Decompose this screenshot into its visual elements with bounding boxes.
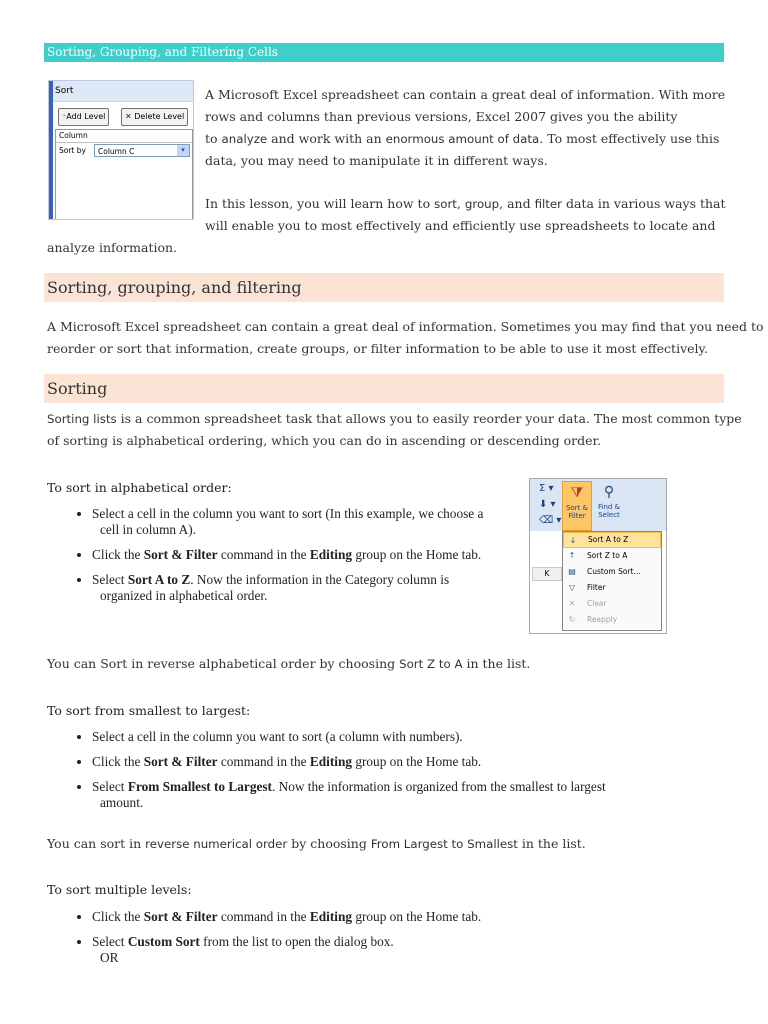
text: in the list. — [517, 836, 586, 851]
delete-icon: ✕ — [125, 112, 132, 121]
custom-sort-icon: ▤ — [568, 567, 576, 576]
numeric-reverse-note — [47, 833, 586, 855]
text: group on the Home tab. — [352, 909, 482, 924]
text: organized in alphabetical order. — [100, 588, 268, 603]
text: In this lesson, you will learn how to — [205, 196, 435, 211]
dialog-accent-bar — [49, 81, 53, 219]
intro-line-6: will enable you to most effectively and efficiently use spreadsheets to locate and — [205, 218, 716, 233]
sort-filter-icon: ⧩ — [570, 485, 584, 501]
or-text: OR — [100, 950, 119, 965]
sort-filter-label-2: Filter — [568, 512, 586, 520]
list-item — [92, 754, 692, 770]
text: Click the — [92, 909, 144, 924]
column-header-k: K — [532, 567, 562, 581]
filter-term: filter — [534, 197, 563, 211]
alpha-heading: To sort in alphabetical order: — [47, 480, 232, 495]
filter-icon: ▽ — [568, 583, 576, 592]
text: cell in column A). — [100, 522, 197, 537]
text: . Now the information is organized from the smallest to largest — [271, 779, 606, 794]
text: command in the — [217, 754, 310, 769]
section1-line-1: A Microsoft Excel spreadsheet can contain a great deal of information. Sometimes you may find that you need to — [47, 319, 764, 334]
section-heading-sorting: Sorting — [44, 374, 724, 403]
delete-level-button — [121, 108, 188, 126]
add-level-label: Add Level — [66, 112, 106, 121]
sorting-lists-term: Sorting lists — [47, 412, 117, 426]
sort-z-to-a-term: Sort Z to A — [399, 657, 463, 671]
numeric-heading: To sort from smallest to largest: — [47, 703, 251, 718]
column-header: Column — [56, 130, 192, 143]
clear-filter-icon: ✕ — [568, 599, 576, 608]
text: Click the — [92, 547, 144, 562]
text: data in various ways that — [562, 196, 726, 211]
sort-filter-term: Sort & Filter — [143, 909, 218, 924]
text: to — [205, 131, 222, 146]
sort-dialog-image — [48, 80, 194, 220]
text: from the list to open the dialog box. — [199, 934, 394, 949]
add-level-icon: ⁺ — [62, 112, 67, 121]
numeric-steps-list — [92, 729, 692, 820]
menu-label: Sort Z to A — [587, 551, 628, 560]
chevron-down-icon: ▾ — [177, 145, 189, 156]
menu-label: Filter — [587, 583, 606, 592]
text: Select a cell in the column you want to sort (a column with numbers). — [92, 729, 463, 744]
list-item — [92, 547, 522, 563]
smallest-to-largest-term: From Smallest to Largest — [127, 779, 272, 794]
sort-filter-term: Sort & Filter — [143, 547, 218, 562]
section-heading-sorting-grouping-filtering: Sorting, grouping, and filtering — [44, 273, 724, 302]
sort-by-label: Sort by — [59, 146, 86, 155]
sort-by-value: Column C — [98, 147, 135, 156]
intro-line-1: A Microsoft Excel spreadsheet can contain a great deal of information. With more — [205, 87, 726, 102]
menu-item-filter — [563, 580, 661, 596]
sort-by-row — [56, 143, 192, 159]
sum-icon: Σ ▾ — [539, 483, 554, 494]
intro-line-5 — [205, 193, 726, 215]
find-select-button — [594, 481, 624, 531]
text: . To most effectively use this — [539, 131, 720, 146]
list-item — [92, 506, 522, 538]
add-level-button — [58, 108, 109, 126]
reverse-numerical-term: reverse numerical order — [145, 837, 288, 851]
text: Select — [92, 572, 128, 587]
menu-item-clear — [563, 596, 661, 612]
text: group on the Home tab. — [352, 547, 482, 562]
delete-level-label: Delete Level — [134, 112, 185, 121]
text: in the list. — [462, 656, 531, 671]
multi-steps-list — [92, 909, 692, 975]
sheet-area — [530, 531, 562, 633]
menu-label: Clear — [587, 599, 607, 608]
text: . Now the information in the Category column is — [190, 572, 450, 587]
text: , and — [499, 196, 535, 211]
text: You can Sort in reverse alphabetical order by choosing — [47, 656, 400, 671]
text: amount. — [100, 795, 144, 810]
analyze-term: analyze — [221, 132, 268, 146]
text: Select — [92, 779, 128, 794]
sort-by-select — [94, 144, 190, 157]
sort-filter-menu-image — [529, 478, 667, 634]
sort-term: sort — [434, 197, 457, 211]
list-item — [92, 779, 692, 811]
sort-levels-grid — [55, 129, 193, 220]
list-item — [92, 729, 692, 745]
intro-line-2: rows and columns than previous versions, Excel 2007 gives you the ability — [205, 109, 678, 124]
fill-icon: ⬇ ▾ — [539, 499, 556, 510]
menu-label: Sort A to Z — [588, 535, 629, 544]
largest-to-smallest-term: From Largest to Smallest — [370, 837, 518, 851]
section2-line-1 — [47, 408, 742, 430]
text: group on the Home tab. — [352, 754, 482, 769]
text: Select — [92, 934, 128, 949]
menu-item-reapply — [563, 612, 661, 628]
list-item — [92, 572, 522, 604]
alpha-steps-list — [92, 506, 522, 613]
find-select-label: Find & — [597, 503, 621, 511]
editing-term: Editing — [309, 909, 352, 924]
page-title-bar: Sorting, Grouping, and Filtering Cells — [44, 43, 724, 62]
text: , — [456, 196, 465, 211]
section1-line-2: reorder or sort that information, create groups, or filter information to be able to use it most effectively. — [47, 341, 708, 356]
text: command in the — [217, 547, 310, 562]
sort-filter-dropdown — [562, 531, 662, 631]
sort-a-z-icon: ↓ — [569, 536, 577, 545]
intro-line-3 — [205, 128, 719, 150]
menu-label: Reapply — [587, 615, 618, 624]
list-item — [92, 934, 692, 966]
multi-heading: To sort multiple levels: — [47, 882, 192, 897]
intro-line-7: analyze information. — [47, 240, 178, 255]
list-item — [92, 909, 692, 925]
alpha-reverse-note — [47, 653, 530, 675]
editing-term: Editing — [309, 547, 352, 562]
enormous-data-term: enormous amount of data — [385, 132, 540, 146]
text: is a common spreadsheet task that allows you to easily reorder your data. The most common type — [116, 411, 742, 426]
text: and work with an — [267, 131, 386, 146]
sort-filter-term: Sort & Filter — [143, 754, 218, 769]
section2-line-2: of sorting is alphabetical ordering, which you can do in ascending or descending order. — [47, 433, 602, 448]
sort-z-a-icon: ↑ — [568, 551, 576, 560]
custom-sort-term: Custom Sort — [127, 934, 200, 949]
find-select-label-2: Select — [598, 511, 620, 519]
sort-a-to-z-term: Sort A to Z — [127, 572, 191, 587]
text: by choosing — [287, 836, 371, 851]
menu-item-sort-z-a — [563, 548, 661, 564]
text: You can sort in — [47, 836, 146, 851]
intro-line-4: data, you may need to manipulate it in different ways. — [205, 153, 548, 168]
menu-item-custom-sort — [563, 564, 661, 580]
sort-filter-button — [562, 481, 592, 531]
sort-filter-label: Sort & — [565, 504, 589, 512]
clear-icon: ⌫ ▾ — [539, 515, 562, 526]
dialog-title: Sort — [49, 81, 193, 102]
menu-item-sort-a-z — [563, 532, 661, 548]
menu-label: Custom Sort... — [587, 567, 641, 576]
editing-term: Editing — [309, 754, 352, 769]
reapply-icon: ↻ — [568, 615, 576, 624]
text: Select a cell in the column you want to sort (In this example, we choose a — [92, 506, 484, 521]
text: command in the — [217, 909, 310, 924]
group-term: group — [464, 197, 500, 211]
binoculars-icon: ⚲ — [603, 484, 615, 500]
text: Click the — [92, 754, 144, 769]
